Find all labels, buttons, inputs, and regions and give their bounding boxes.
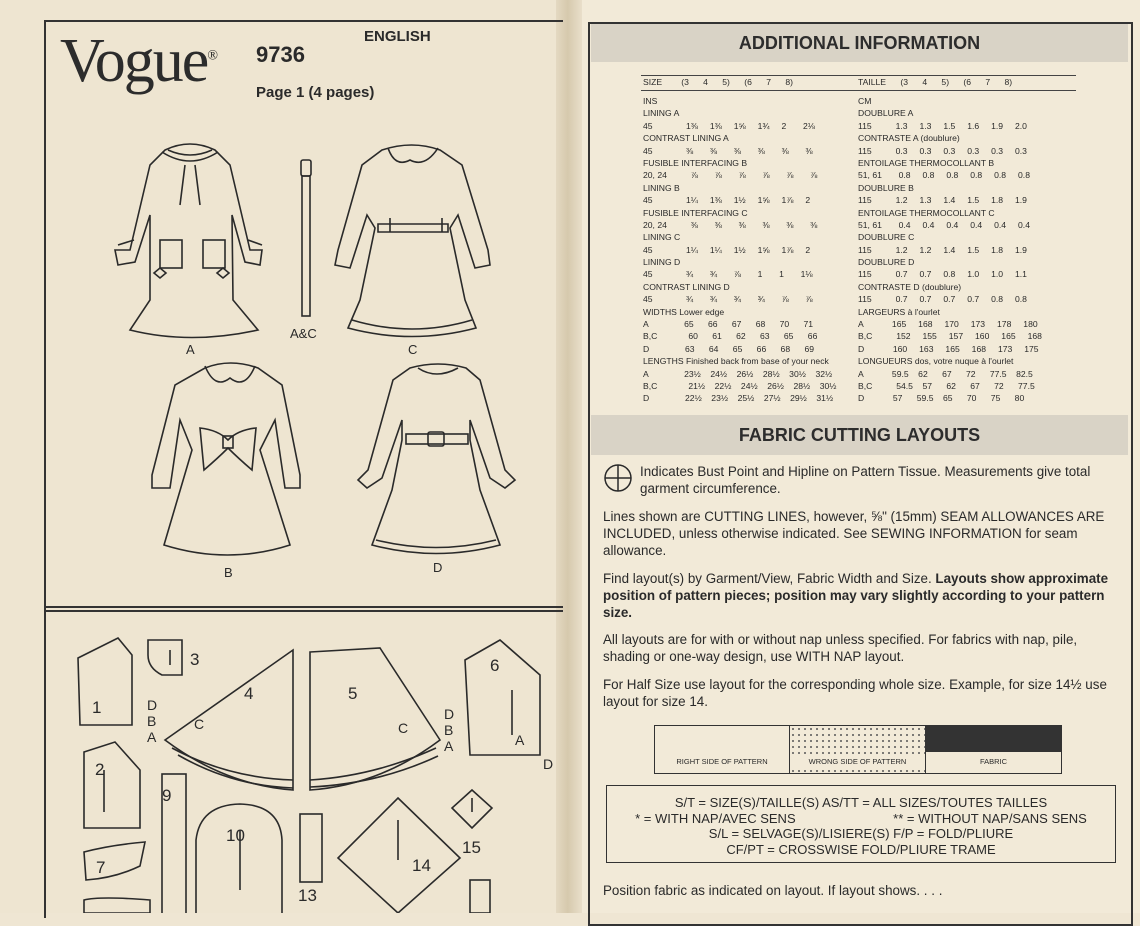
- abbreviations-box: [606, 785, 1116, 863]
- abbr-line: S/L = SELVAGE(S)/LISIERE(S) F/P = FOLD/PLIURE: [708, 826, 1014, 841]
- row-left: FUSIBLE INTERFACING C: [643, 207, 748, 218]
- row-left: 45 ¾ ¾ ⅞ 1 1 1⅛: [643, 269, 813, 280]
- legend-right-side: [655, 726, 790, 773]
- legend-wrong-side: [790, 726, 926, 773]
- bust-point-text: Indicates Bust Point and Hipline on Pattern Tissue. Measurements give total garment circumference.: [640, 464, 1091, 496]
- row-left: A 65 66 67 68 70 71: [643, 319, 814, 330]
- piece-letters: D B A: [444, 706, 455, 754]
- row-right: D 57 59.5 65 70 75 80: [858, 393, 1025, 404]
- piece-number: 2: [95, 760, 105, 779]
- row-right: 115 0.3 0.3 0.3 0.3 0.3 0.3: [858, 145, 1027, 156]
- row-left: B,C 60 61 62 63 65 66: [643, 331, 818, 342]
- row-right: CM: [858, 96, 872, 106]
- view-ac-label: A&C: [290, 326, 317, 341]
- row-right: CONTRASTE A (doublure): [858, 133, 960, 144]
- row-left: CONTRAST LINING D: [643, 281, 730, 292]
- piece-number: 3: [190, 650, 200, 669]
- row-left: B,C 21½ 22½ 24½ 26½ 28½ 30½: [643, 380, 837, 391]
- piece-letters: A: [515, 732, 525, 748]
- row-right: CONTRASTE D (doublure): [858, 281, 962, 292]
- piece-number: 15: [462, 838, 481, 857]
- row-left: LINING D: [643, 257, 681, 268]
- row-right: 115 1.3 1.3 1.5 1.6 1.9 2.0: [858, 120, 1027, 131]
- piece-number: 13: [298, 886, 317, 905]
- piece-number: 14: [412, 856, 431, 875]
- legend-fabric: [926, 726, 1061, 773]
- footer-text: Position fabric as indicated on layout. If layout shows. . . .: [603, 883, 943, 898]
- find-layout-text: [603, 570, 1125, 621]
- legend-caption: FABRIC: [979, 757, 1008, 766]
- find-layout-bold: Layouts show approximate position of pattern pieces; position may vary slightly according to your pattern size.: [603, 571, 1109, 620]
- piece-letters: D B A: [147, 697, 158, 745]
- row-left: 20, 24 ⅜ ⅜ ⅜ ⅜ ⅜ ⅜: [643, 219, 818, 230]
- piece-letters: C: [194, 716, 205, 732]
- row-right: 115 1.2 1.3 1.4 1.5 1.8 1.9: [858, 195, 1027, 206]
- row-right: A 59.5 62 67 72 77.5 82.5: [858, 368, 1033, 379]
- row-right: B,C 54.5 57 62 67 72 77.5: [858, 380, 1035, 391]
- row-left: 45 1¼ 1¼ 1½ 1⅝ 1⅞ 2: [643, 244, 811, 255]
- row-right: LARGEURS à l'ourlet: [858, 306, 940, 317]
- abbr-line: * = WITH NAP/AVEC SENS ** = WITHOUT NAP/SANS SENS: [635, 810, 1087, 826]
- piece-number: 10: [226, 826, 245, 845]
- row-left: INS: [643, 96, 658, 106]
- piece-number: 9: [162, 786, 172, 805]
- row-left: 45 1¼ 1⅜ 1½ 1⅝ 1⅞ 2: [643, 195, 811, 206]
- row-right: DOUBLURE A: [858, 108, 914, 119]
- row-left: LINING C: [643, 232, 681, 243]
- row-right: 115 0.7 0.7 0.7 0.7 0.8 0.8: [858, 294, 1027, 305]
- row-left: D 22½ 23½ 25½ 27½ 29½ 31½: [643, 393, 834, 404]
- nap-text: All layouts are for with or without nap unless specified. For fabrics with nap, pile, shading or one-way design, use WITH NAP layout.: [603, 632, 1078, 664]
- row-right: DOUBLURE C: [858, 232, 915, 243]
- piece-number: 5: [348, 684, 358, 703]
- piece-number: 7: [96, 858, 106, 877]
- layout-legend: [654, 725, 1062, 774]
- piece-number: 4: [244, 684, 254, 703]
- row-right: A 165 168 170 173 178 180: [858, 319, 1038, 330]
- row-left: 45 ¾ ¾ ¾ ¾ ⅞ ⅞: [643, 294, 813, 305]
- row-left: CONTRAST LINING A: [643, 133, 729, 144]
- view-c-label: C: [408, 342, 418, 357]
- row-right: DOUBLURE D: [858, 257, 915, 268]
- header-right: TAILLE (3 4 5) (6 7 8): [858, 77, 1013, 87]
- row-right: DOUBLURE B: [858, 182, 914, 193]
- cutting-layouts-title: FABRIC CUTTING LAYOUTS: [591, 415, 1128, 455]
- row-right: D 160 163 165 168 173 175: [858, 343, 1039, 354]
- language-label: ENGLISH: [364, 28, 431, 45]
- row-right: LONGUEURS dos, votre nuque à l'ourlet: [858, 356, 1014, 367]
- piece-letters: C: [398, 720, 409, 736]
- row-right: 115 1.2 1.2 1.4 1.5 1.8 1.9: [858, 244, 1027, 255]
- row-left: D 63 64 65 66 68 69: [643, 343, 815, 354]
- half-size-text: For Half Size use layout for the corresponding whole size. Example, for size 14½ use layout for size 14.: [603, 677, 1107, 709]
- piece-number: 1: [92, 698, 102, 717]
- piece-letters: D: [543, 756, 554, 772]
- row-right: 51, 61 0.8 0.8 0.8 0.8 0.8 0.8: [858, 170, 1030, 181]
- legend-caption: RIGHT SIDE OF PATTERN: [676, 757, 768, 766]
- row-left: 45 1⅜ 1⅜ 1⅝ 1¾ 2 2⅛: [643, 120, 815, 131]
- pattern-number: 9736: [256, 42, 305, 67]
- row-left: LINING A: [643, 108, 680, 119]
- header-left: SIZE (3 4 5) (6 7 8): [643, 77, 793, 87]
- row-left: WIDTHS Lower edge: [643, 306, 725, 317]
- cutting-lines-text: Lines shown are CUTTING LINES, however, ⅝" (15mm) SEAM ALLOWANCES ARE INCLUDED, unless otherwise indicated. See SEWING INFORMATION for seam allowance.: [603, 509, 1105, 558]
- page-info: Page 1 (4 pages): [256, 84, 375, 101]
- row-right: 115 0.7 0.7 0.8 1.0 1.0 1.1: [858, 269, 1027, 280]
- row-left: 20, 24 ⅞ ⅞ ⅞ ⅞ ⅞ ⅞: [643, 170, 818, 181]
- row-left: LINING B: [643, 182, 680, 193]
- row-right: ENTOILAGE THERMOCOLLANT B: [858, 157, 995, 168]
- row-left: A 23½ 24½ 26½ 28½ 30½ 32½: [643, 368, 833, 379]
- find-layout-normal: Find layout(s) by Garment/View, Fabric Width and Size.: [603, 571, 936, 586]
- legend-caption: WRONG SIDE OF PATTERN: [790, 757, 925, 766]
- row-right: ENTOILAGE THERMOCOLLANT C: [858, 207, 995, 218]
- view-a-label: A: [186, 342, 195, 357]
- abbr-line: S/T = SIZE(S)/TAILLE(S) AS/TT = ALL SIZES/TOUTES TAILLES: [674, 795, 1048, 810]
- view-b-label: B: [224, 565, 233, 580]
- vogue-logo: Vogue®: [60, 27, 216, 95]
- additional-info-title: ADDITIONAL INFORMATION: [591, 24, 1128, 62]
- row-right: B,C 152 155 157 160 165 168: [858, 331, 1042, 342]
- row-left: LENGTHS Finished back from base of your neck: [643, 356, 829, 367]
- abbr-line: CF/PT = CROSSWISE FOLD/PLIURE TRAME: [726, 841, 996, 857]
- row-right: 51, 61 0.4 0.4 0.4 0.4 0.4 0.4: [858, 219, 1030, 230]
- row-left: 45 ⅜ ⅜ ⅜ ⅜ ⅜ ⅜: [643, 145, 813, 156]
- row-left: FUSIBLE INTERFACING B: [643, 157, 748, 168]
- view-d-label: D: [433, 560, 443, 575]
- piece-number: 6: [490, 656, 500, 675]
